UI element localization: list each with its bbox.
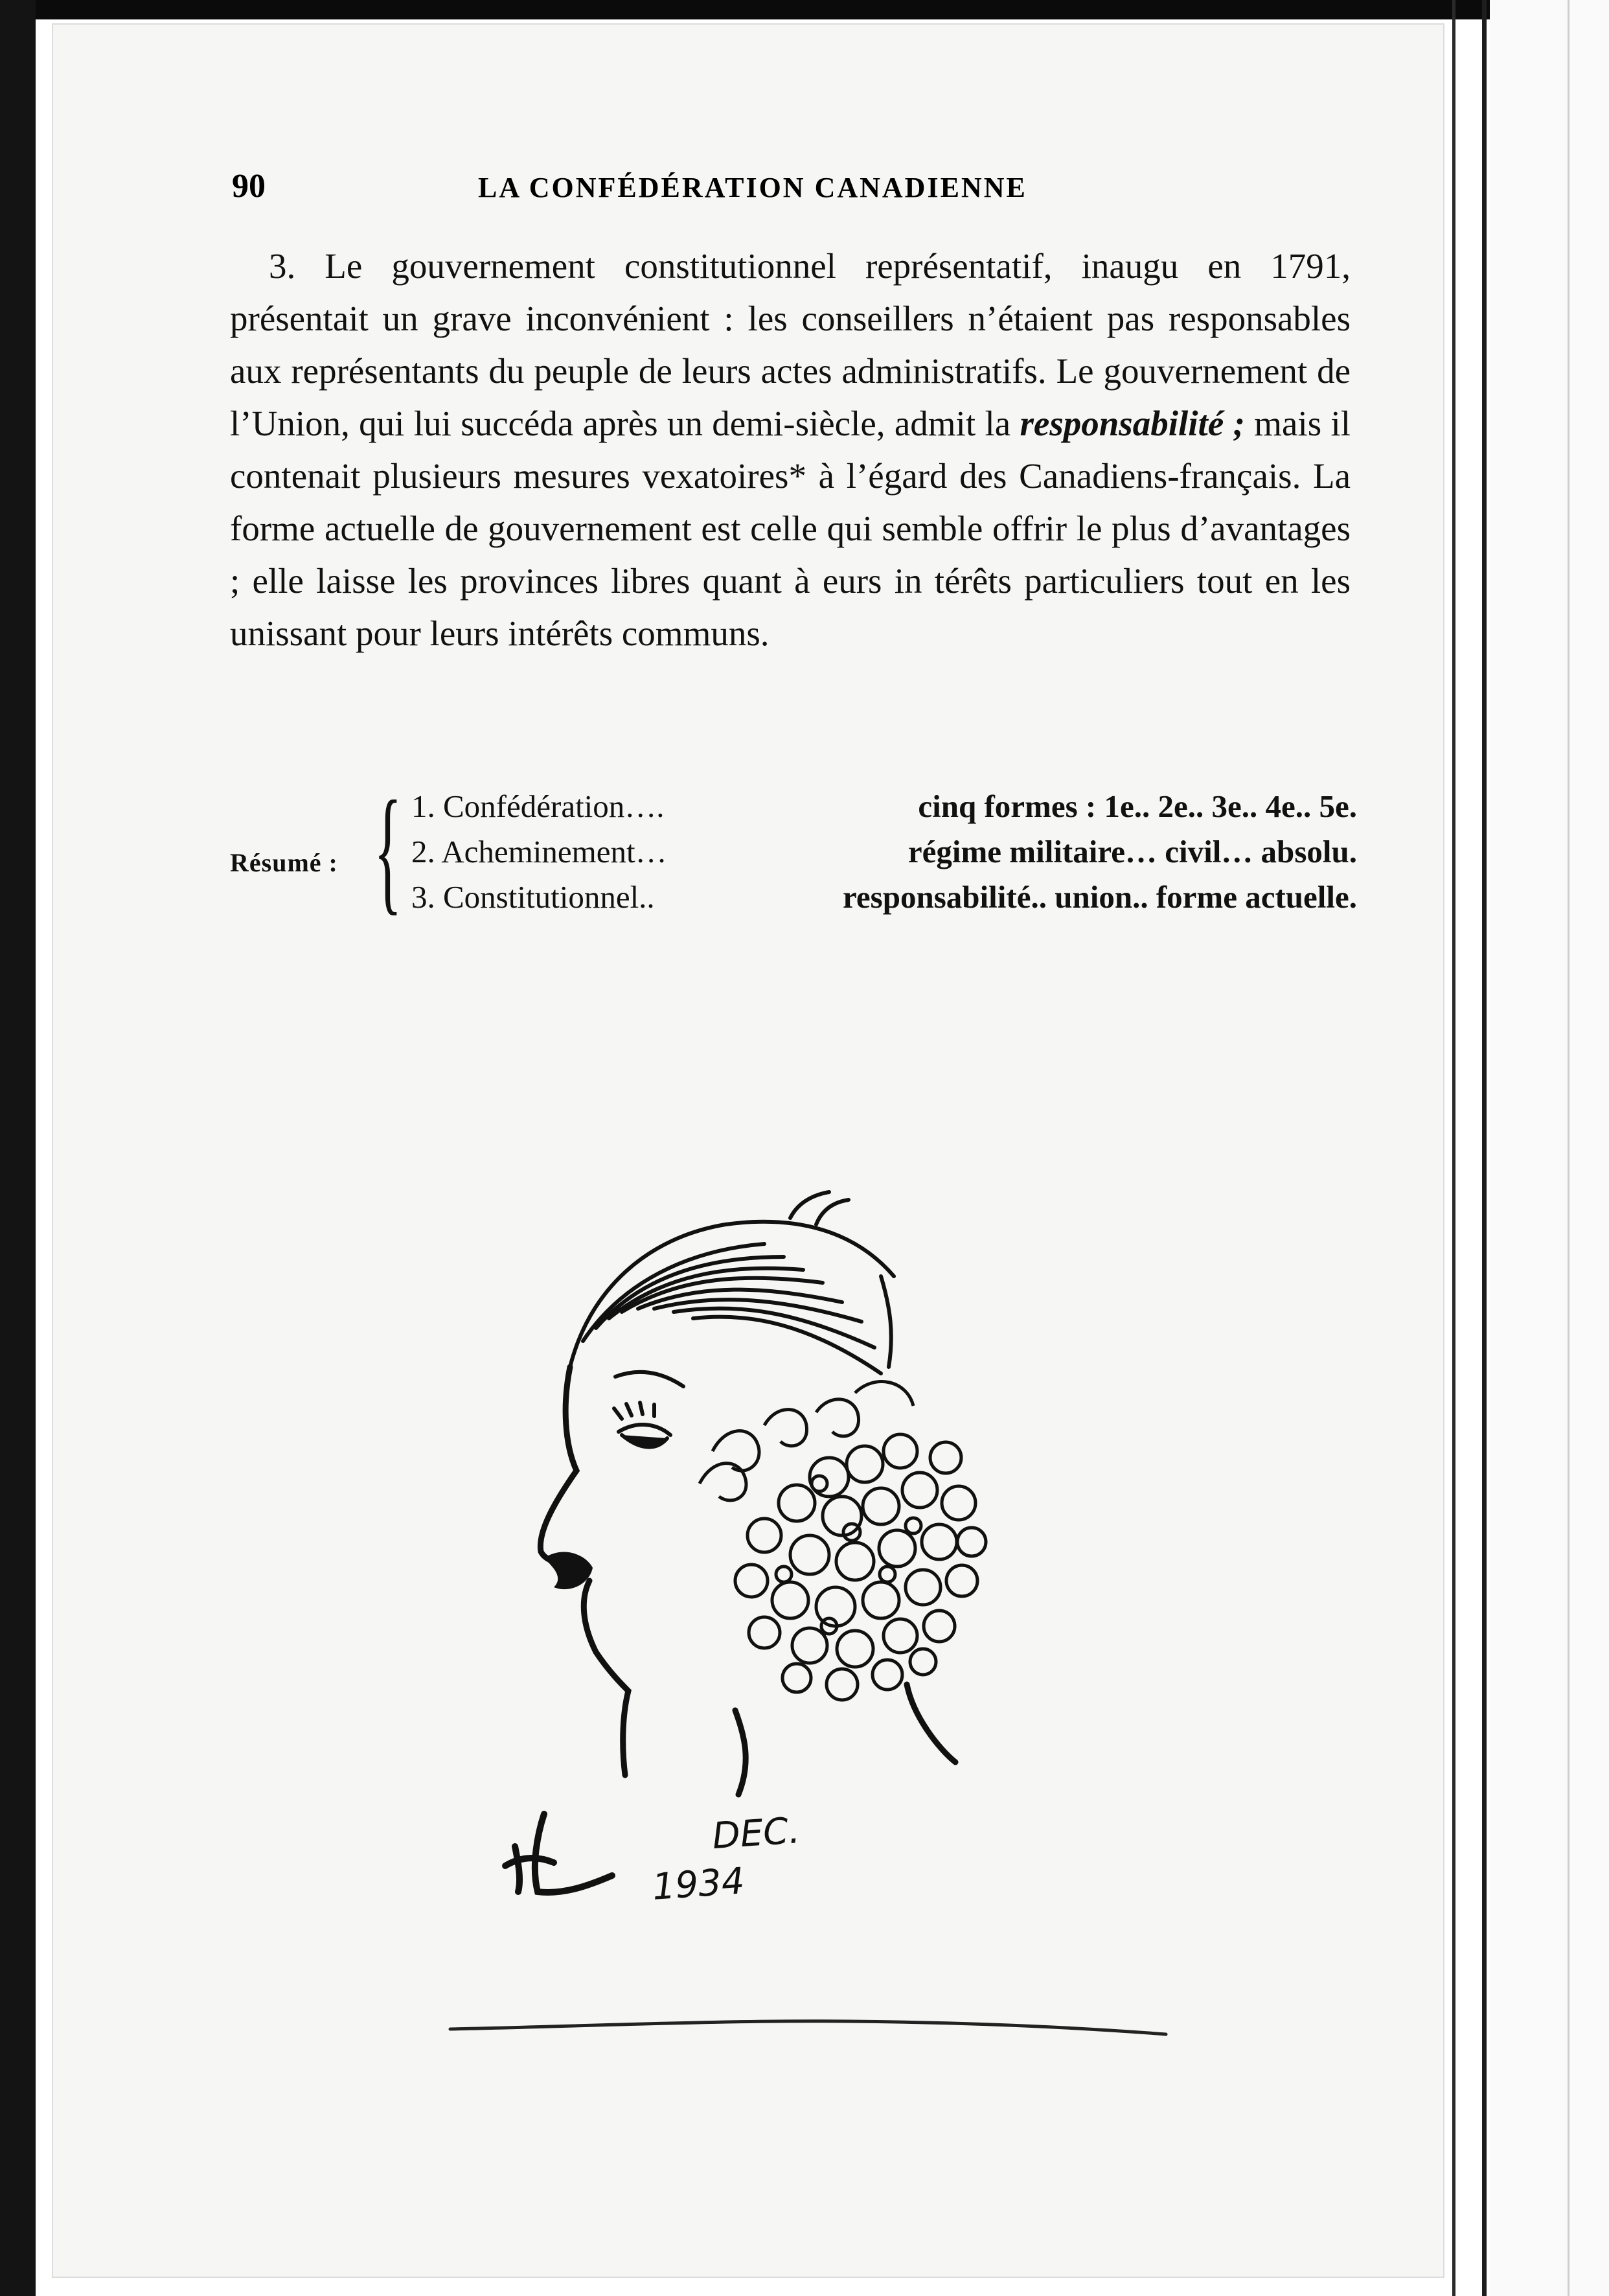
paragraph-text-3: mais il contenait plusieurs mesures vexatoires* à l’égard des Canadiens-français. La forme actuelle de gouvernement est celle qui semble offrir le plus d’avantages ; elle laisse les provinces libres quant à eurs in térêts particuliers tout en les unissant pour leurs intérêts communs. <box>230 404 1351 653</box>
portrait-sketch <box>492 1179 1179 1918</box>
resume-block <box>230 772 1357 933</box>
resume-item-topic: 3. Constitutionnel.. <box>411 879 655 915</box>
paragraph-text-1: Le gouvernement constitutionnel représentatif, inaugu <box>325 246 1179 286</box>
signature-date <box>648 1808 823 1923</box>
page-title: LA CONFÉDÉRATION CANADIENNE <box>478 172 1027 203</box>
main-paragraph <box>230 240 1351 660</box>
book-binding <box>1490 0 1609 2296</box>
eye-shape <box>614 1372 683 1447</box>
resume-item <box>411 829 1357 875</box>
hair-cap <box>570 1192 894 1373</box>
spine-line <box>1452 0 1455 2296</box>
resume-item <box>411 784 1357 829</box>
running-head <box>232 167 1346 212</box>
paragraph-emphasis: responsabilité ; <box>1020 404 1245 443</box>
monogram <box>505 1814 612 1892</box>
resume-label: Résumé : <box>230 848 338 877</box>
resume-item-topic: 1. Confédération…. <box>411 788 665 824</box>
brace-icon: { <box>374 772 402 927</box>
binding-edge <box>1568 0 1569 2296</box>
resume-item <box>411 875 1357 920</box>
resume-item-detail: responsabilité.. union.. forme actuelle. <box>843 879 1357 915</box>
resume-item-topic: 2. Acheminement… <box>411 834 667 869</box>
paragraph-text-2: en 1791, présentait un grave inconvénient : les conseillers n’étaient pas responsables aux représentants du peuple de leurs actes administratifs. Le gouvernement de l’Union, qui lui succéda après un demi-siècle, admit la <box>230 246 1351 443</box>
resume-item-detail: cinq formes : 1e.. 2e.. 3e.. 4e.. 5e. <box>918 788 1357 824</box>
resume-item-detail: régime militaire… civil… absolu. <box>907 834 1357 869</box>
scan-edge-left <box>0 0 36 2296</box>
curls <box>700 1382 986 1700</box>
signature-month: DEC. <box>711 1809 802 1858</box>
signature-year: 1934 <box>650 1860 746 1909</box>
paragraph-number: 3. <box>269 246 296 286</box>
bottom-rule <box>447 2015 1172 2041</box>
spine-line-outer <box>1482 0 1487 2296</box>
page-number: 90 <box>232 168 266 205</box>
scan-edge-top <box>0 0 1609 19</box>
resume-lines <box>411 784 1357 920</box>
